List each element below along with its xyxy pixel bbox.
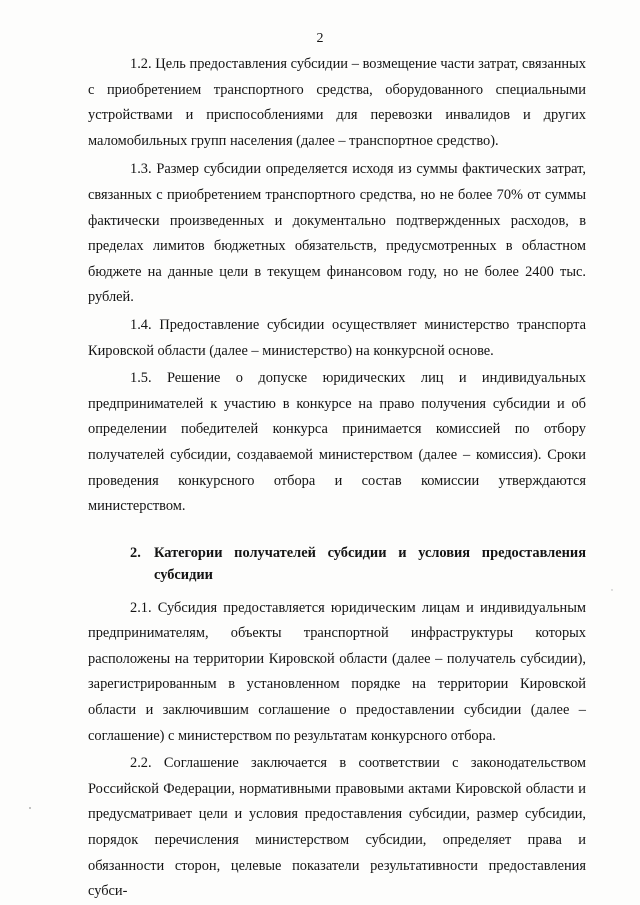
page-number: 2 [316,31,324,46]
paragraph-2-2: 2.2. Соглашение заключается в соответствии с законодательством Российской Федерации, нормативными правовыми актами Кировской области и предусматривает цели и условия предоставления субсидии, размер субсидии, порядок перечисления министерством субсидии, определяет права и обязанности сторон, целевые показатели результативности предоставления субси- [88,755,586,900]
section-heading [88,542,586,586]
paragraph-1-3: 1.3. Размер субсидии определяется исходя из суммы фактических затрат, связанных с приобретением транспортного средства, но не более 70% от суммы фактически произведенных и документально подтвержденных расходов, в пределах лимитов бюджетных обязательств, предусмотренных в областном бюджете на данные цели в текущем финансовом году, но не более 2400 тыс. рублей. [88,161,586,306]
paragraph-2-1: 2.1. Субсидия предоставляется юридическим лицам и индивидуальным предпринимателям, объекты транспортной инфраструктуры которых расположены на территории Кировской области (далее – получатель субсидии), зарегистрированным в установленном порядке на территории Кировской области и заключившим соглашение о предоставлении субсидии (далее – соглашение) с министерством по результатам конкурсного отбора. [88,599,586,744]
paragraph-1-4: 1.4. Предоставление субсидии осуществляет министерство транспорта Кировской области (далее – министерство) на конкурсной основе. [88,316,586,359]
section-number: 2. [130,544,141,561]
paragraph-1-5: 1.5. Решение о допуске юридических лиц и индивидуальных предпринимателей к участию в конкурсе на право получения субсидии и об определении победителей конкурса принимается комиссией по отбору получателей субсидии, создаваемой министерством (далее – комиссия). Сроки проведения конкурсного отбора и состав комиссии утверждаются министерством. [88,370,586,515]
document-body [88,52,586,905]
section-title: Категории получателей субсидии и условия предоставления субсидии [154,544,586,583]
paragraph-1-2: 1.2. Цель предоставления субсидии – возмещение части затрат, связанных с приобретением транспортного средства, оборудованного специальными устройствами и приспособлениями для перевозки инвалидов и других маломобильных групп населения (далее – транспортное средство). [88,56,586,149]
